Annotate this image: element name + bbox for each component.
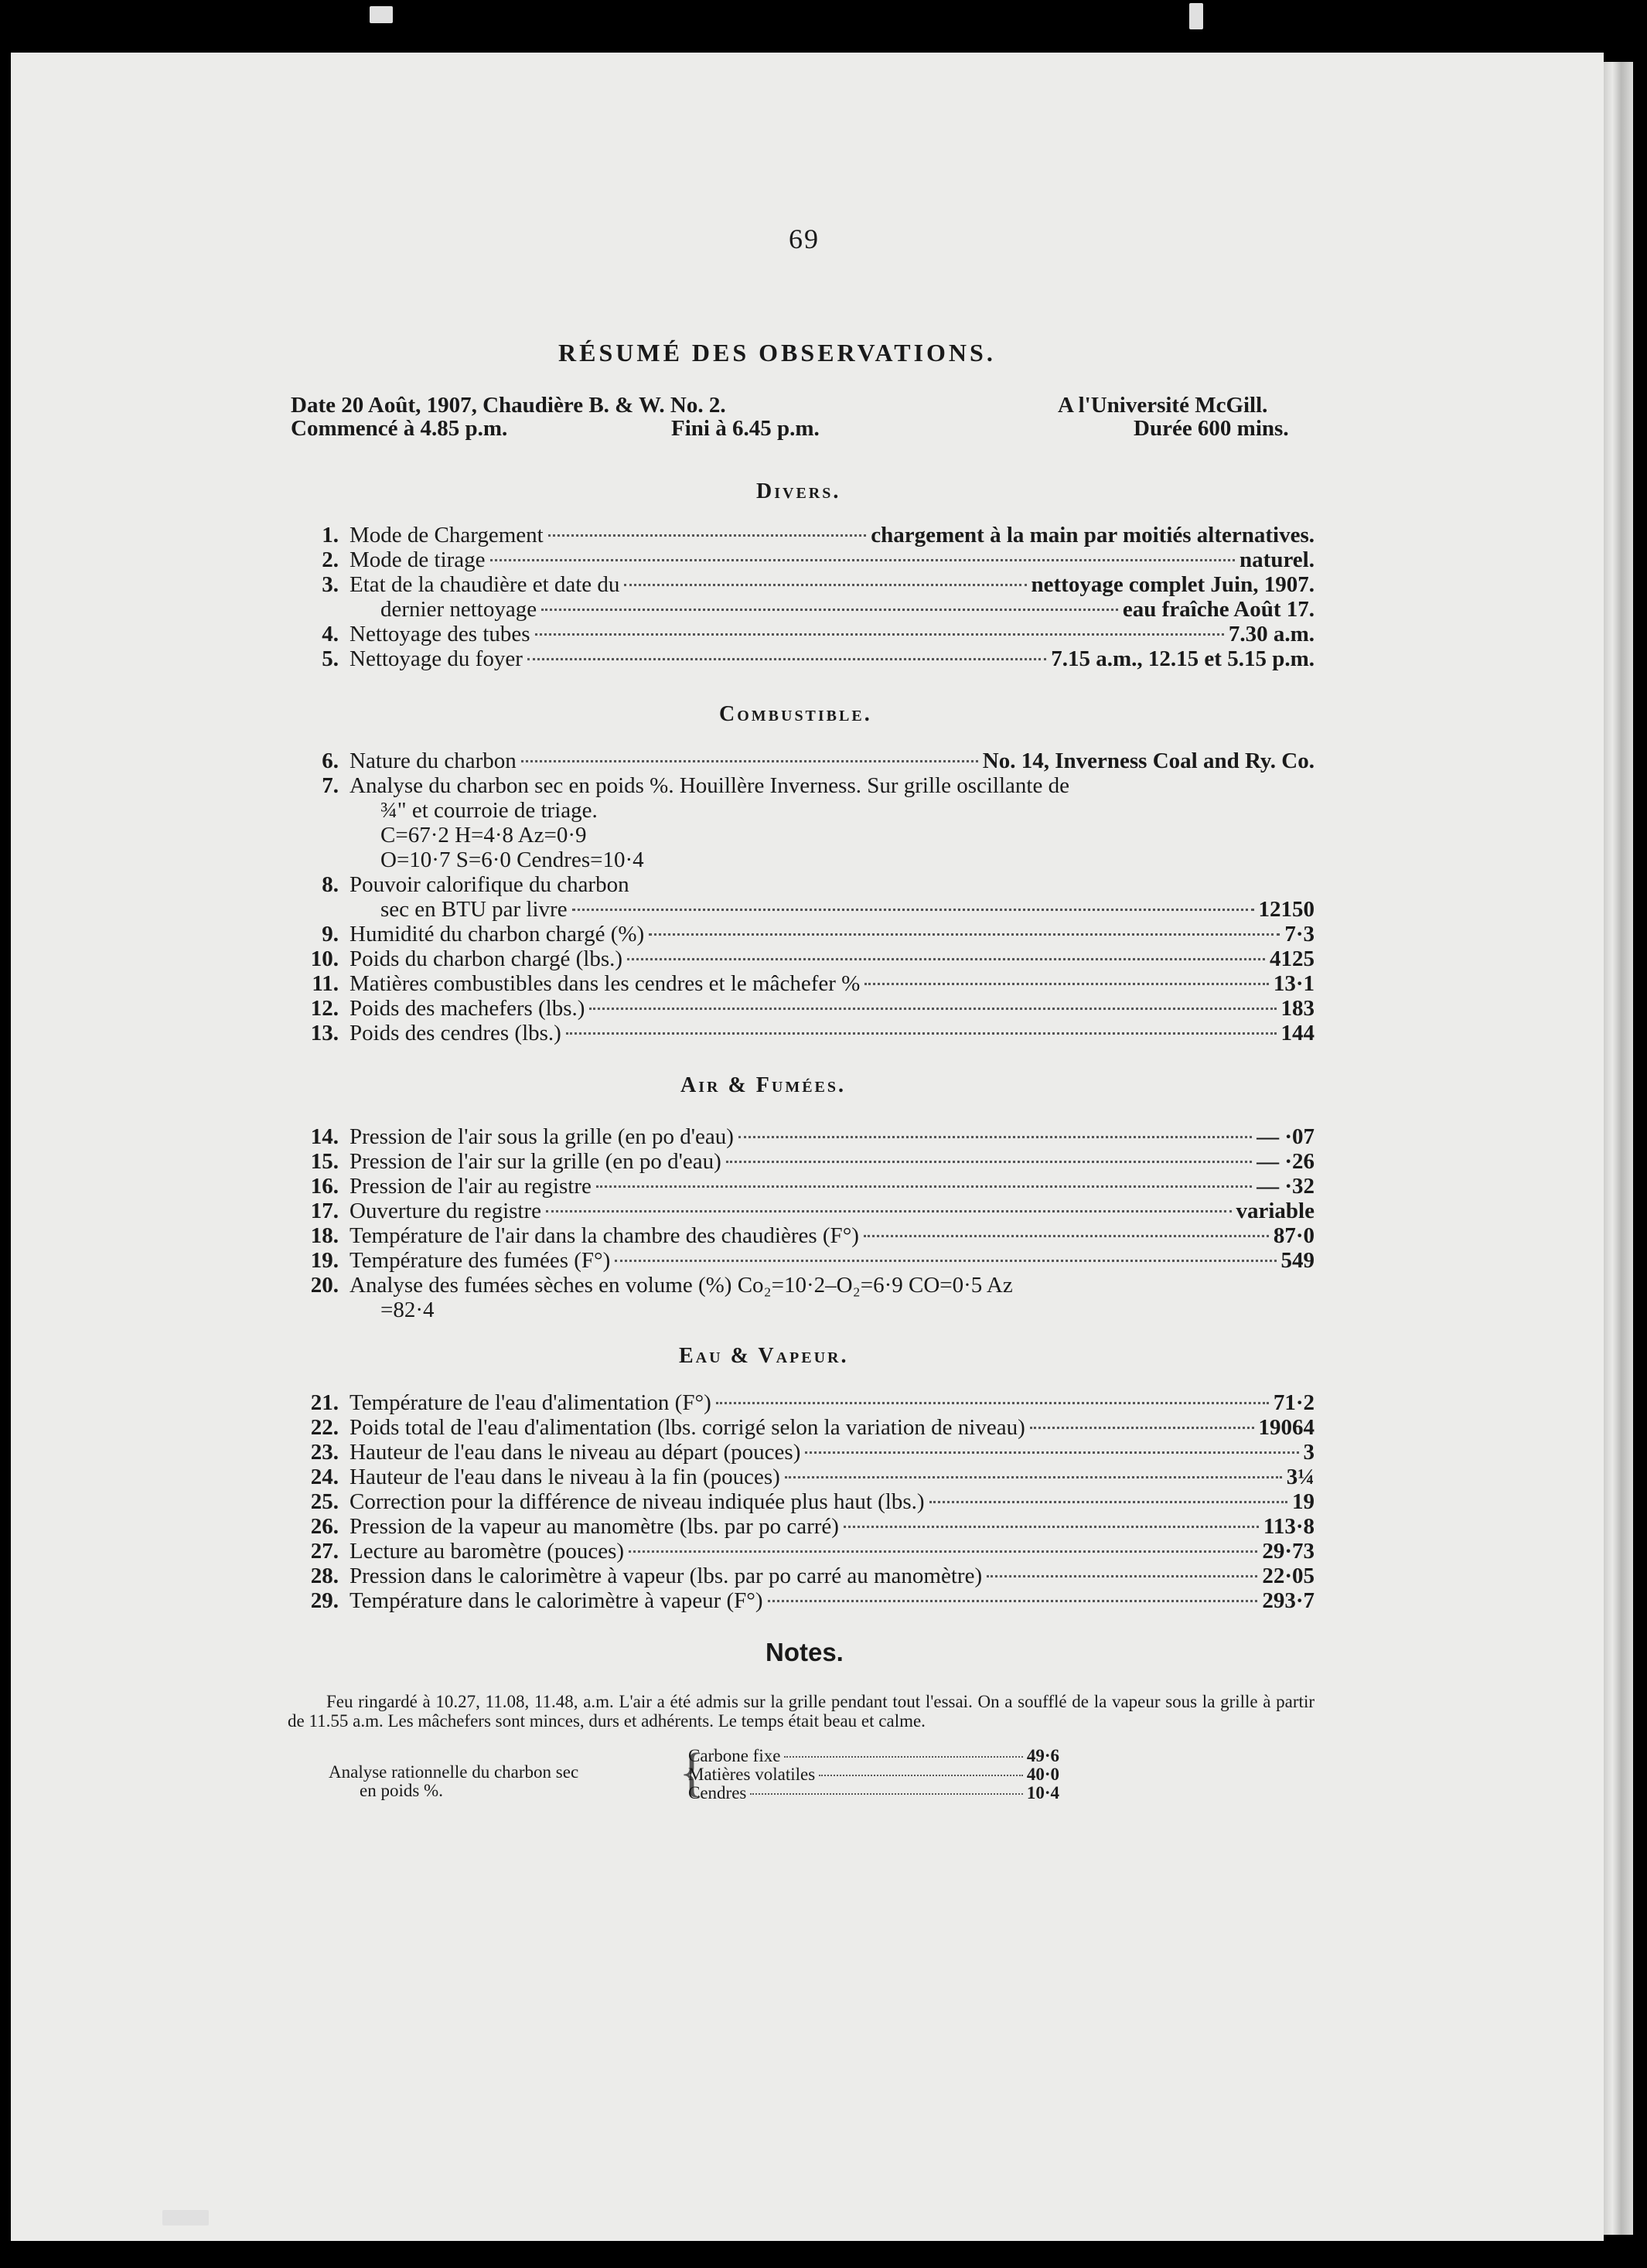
meta-place: A l'Université McGill. [1058, 393, 1268, 418]
observation-row: 13. Poids des cendres (lbs.) 144 [310, 1021, 1315, 1045]
analysis-row: Matières volatiles 40·0 [688, 1765, 1059, 1784]
section-heading-combustible: Combustible. [719, 702, 872, 726]
meta-end: Fini à 6.45 p.m. [671, 416, 820, 441]
combustible-list [286, 749, 1315, 1045]
divers-list [286, 523, 1315, 671]
observation-row: 23. Hauteur de l'eau dans le niveau au départ (pouces) 3 [310, 1440, 1315, 1465]
section-heading-eau: Eau & Vapeur. [679, 1344, 849, 1368]
scan-speck [1189, 3, 1203, 29]
meta-duration: Durée 600 mins. [1134, 416, 1289, 441]
notes-heading: Notes. [766, 1638, 844, 1666]
observation-row: 8. Pouvoir calorifique du charbon [322, 872, 629, 897]
analysis-table [688, 1746, 1059, 1802]
observation-row: 15. Pression de l'air sur la grille (en po d'eau) — ·26 [310, 1149, 1315, 1174]
observation-row: 9. Humidité du charbon chargé (%) 7·3 [322, 922, 1315, 946]
page-edge [1604, 62, 1633, 2235]
meta-date: Date 20 Août, 1907, Chaudière B. & W. No. 2. [291, 393, 726, 418]
formula-row: C=67·2 H=4·8 Az=0·9 [380, 823, 587, 848]
observation-row: 29. Température dans le calorimètre à vapeur (F°) 293·7 [310, 1588, 1315, 1613]
observation-row: 5. Nettoyage du foyer 7.15 a.m., 12.15 et 5.15 p.m. [322, 646, 1315, 671]
eau-list [286, 1390, 1315, 1613]
analysis-row: Carbone fixe 49·6 [688, 1746, 1059, 1765]
observation-row: 3. Etat de la chaudière et date du nettoyage complet Juin, 1907. [322, 572, 1315, 597]
scan-speck [370, 6, 393, 23]
observation-row: 25. Correction pour la différence de niveau indiquée plus haut (lbs.) 19 [310, 1489, 1315, 1514]
observation-row: 18. Température de l'air dans la chambre des chaudières (F°) 87·0 [310, 1223, 1315, 1248]
observation-row: 12. Poids des machefers (lbs.) 183 [310, 996, 1315, 1021]
scan-speck [162, 2210, 209, 2225]
page-number: 69 [789, 223, 820, 254]
observation-row: 17. Ouverture du registre variable [310, 1199, 1315, 1223]
meta-start: Commencé à 4.85 p.m. [291, 416, 508, 441]
section-heading-air: Air & Fumées. [680, 1073, 846, 1097]
analysis-label-line2: en poids %. [360, 1781, 443, 1800]
section-heading-divers: Divers. [756, 479, 841, 503]
observation-row: 1. Mode de Chargement chargement à la main par moitiés alternatives. [322, 523, 1315, 547]
observation-row: 11. Matières combustibles dans les cendres et le mâchefer % 13·1 [312, 971, 1315, 996]
observation-row: 2. Mode de tirage naturel. [322, 547, 1315, 572]
observation-row: 27. Lecture au baromètre (pouces) 29·73 [310, 1539, 1315, 1564]
observation-row: 24. Hauteur de l'eau dans le niveau à la fin (pouces) 3¼ [310, 1465, 1315, 1489]
observation-row: ¾" et courroie de triage. [380, 798, 598, 823]
observation-row: 7. Analyse du charbon sec en poids %. Houillère Inverness. Sur grille oscillante de [322, 773, 1069, 798]
observation-row: 28. Pression dans le calorimètre à vapeur (lbs. par po carré au manomètre) 22·05 [310, 1564, 1315, 1588]
formula-row: O=10·7 S=6·0 Cendres=10·4 [380, 848, 644, 872]
notes-paragraph: Feu ringardé à 10.27, 11.08, 11.48, a.m. L'air a été admis sur la grille pendant tout l'essai. On a soufflé de la vapeur sous la grille à partir de 11.55 a.m. Les mâchefers sont minces, durs et adhérents. Le temps était beau et calme. [288, 1692, 1315, 1731]
observation-row: 16. Pression de l'air au registre — ·32 [310, 1174, 1315, 1199]
observation-row: 21. Température de l'eau d'alimentation (F°) 71·2 [310, 1390, 1315, 1415]
observation-row: 10. Poids du charbon chargé (lbs.) 4125 [310, 946, 1315, 971]
observation-row: sec en BTU par livre 12150 [380, 897, 1315, 922]
observation-row: 6. Nature du charbon No. 14, Inverness Coal and Ry. Co. [322, 749, 1315, 773]
observation-row: 4. Nettoyage des tubes 7.30 a.m. [322, 622, 1315, 646]
observation-row: 20. Analyse des fumées sèches en volume (%) Co₂=10·2–O₂=6·9 CO=0·5 Az [310, 1273, 1013, 1298]
observation-row: dernier nettoyage eau fraîche Août 17. [380, 597, 1315, 622]
analysis-row: Cendres 10·4 [688, 1783, 1059, 1802]
observation-row: =82·4 [380, 1298, 435, 1322]
observation-row: 22. Poids total de l'eau d'alimentation (lbs. corrigé selon la variation de niveau) 19064 [310, 1415, 1315, 1440]
brace-glyph: { [679, 1743, 705, 1802]
document-title: RÉSUMÉ DES OBSERVATIONS. [558, 339, 996, 367]
observation-row: 26. Pression de la vapeur au manomètre (lbs. par po carré) 113·8 [310, 1514, 1315, 1539]
analysis-label [329, 1763, 684, 1800]
air-list [286, 1124, 1315, 1322]
analysis-label-line1: Analyse rationnelle du charbon sec [329, 1762, 579, 1782]
observation-row: 19. Température des fumées (F°) 549 [310, 1248, 1315, 1273]
observation-row: 14. Pression de l'air sous la grille (en po d'eau) — ·07 [310, 1124, 1315, 1149]
